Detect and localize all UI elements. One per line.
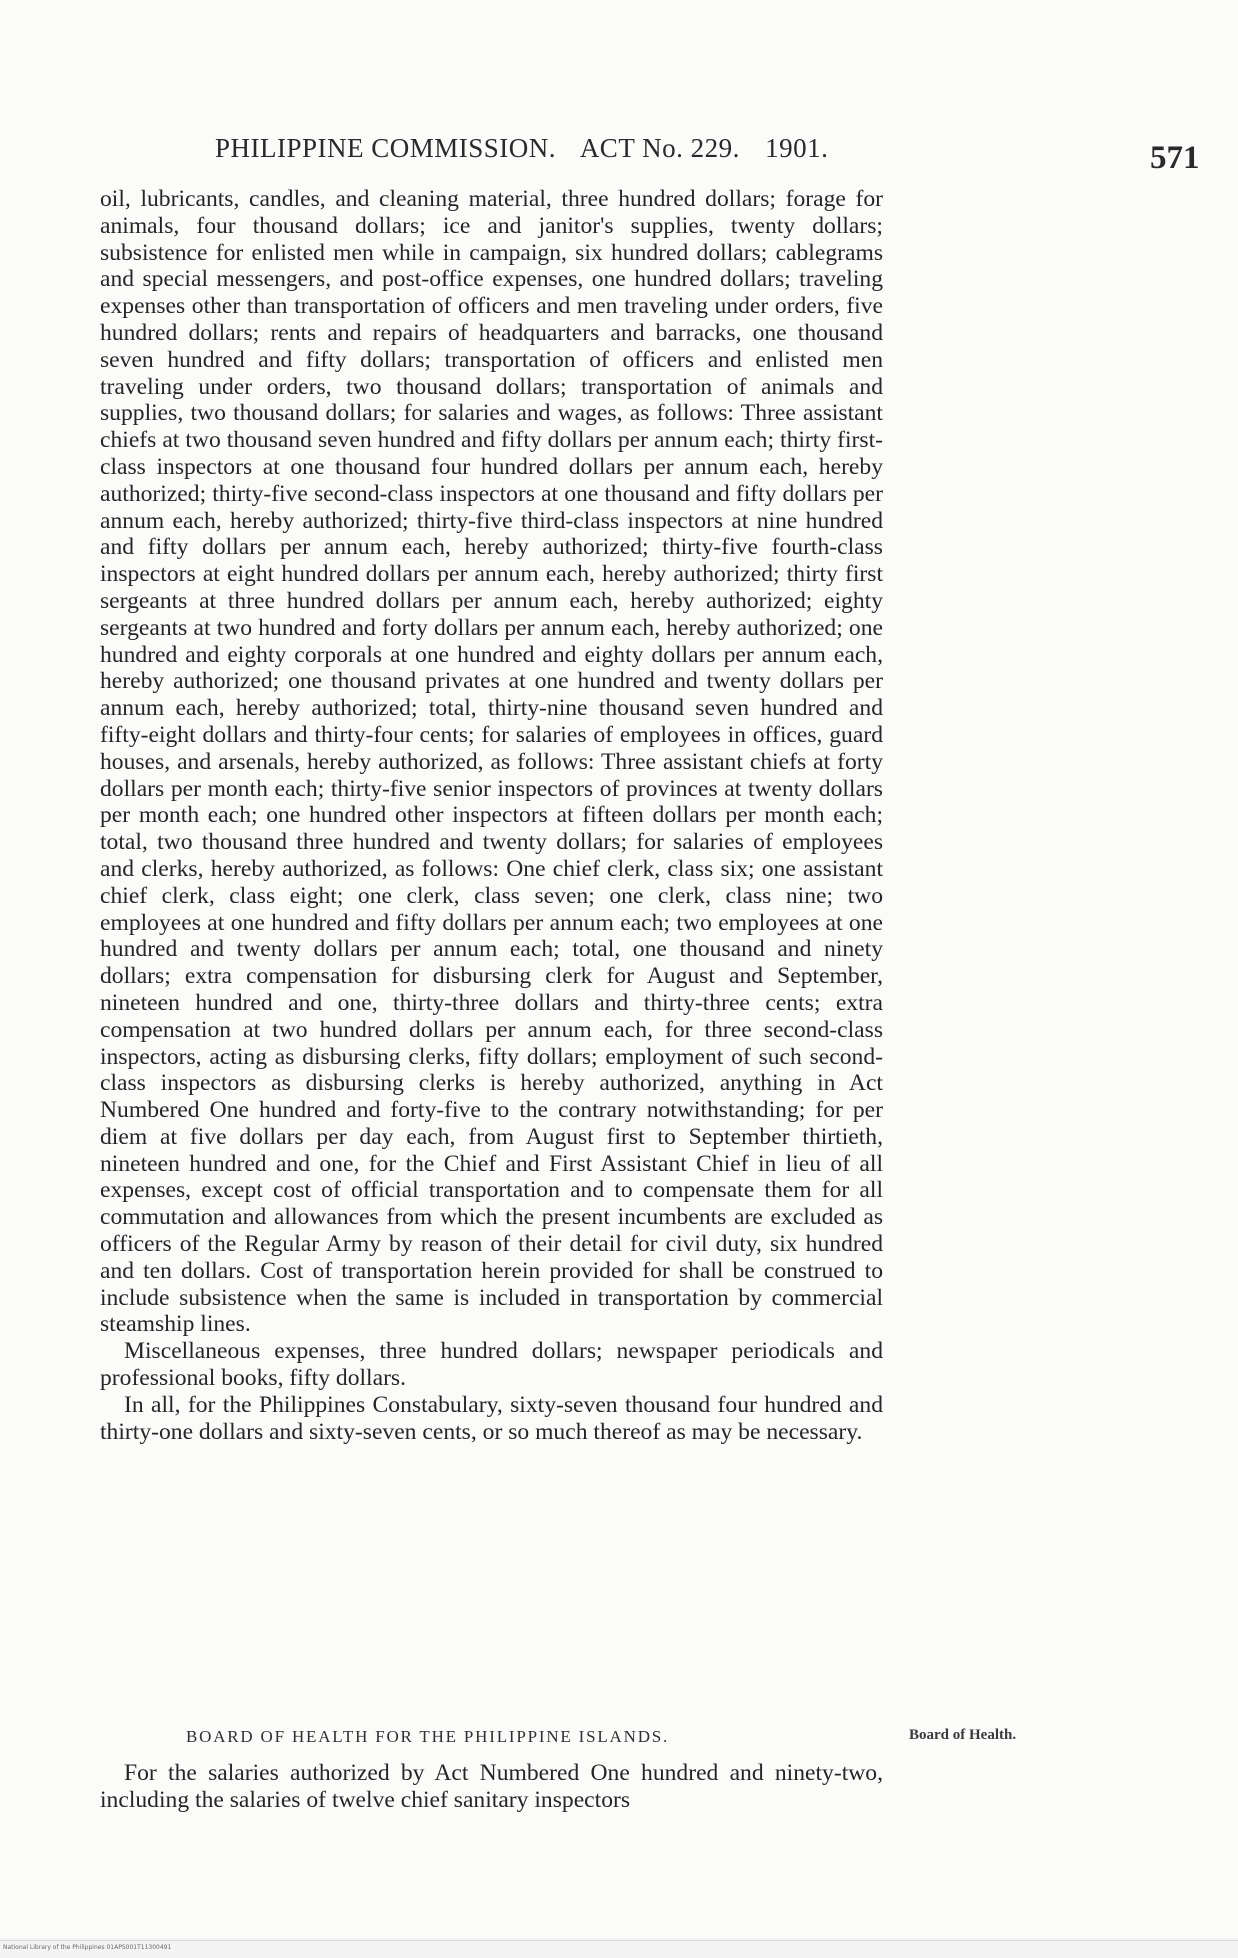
paragraph-appropriations: oil, lubricants, candles, and cleaning material, three hundred dollars; forage for animals, four thousand dollars; ice and janitor's supplies, twenty dollars; subsistence for enlisted men while in campaign, six hundred dollars; cablegrams and special messengers, and post-office expenses, one hundred dollars; traveling expenses other than transportation of officers and men traveling under orders, five hundred dollars; rents and repairs of headquarters and barracks, one thousand seven hundred and fifty dollars; transportation of officers and enlisted men traveling under orders, two thousand dollars; transportation of animals and supplies, two thousand dollars; for salaries and wages, as follows: Three assistant chiefs at two thousand seven hundred and fifty dollars per annum each; thirty first-class inspectors at one thousand four hundred dollars per annum each, hereby authorized; thirty-five second-class inspectors at one thousand and fifty dollars per annum each, hereby authorized; thirty-five third-class inspectors at nine hundred and fifty dollars per annum each, hereby authorized; thirty-five fourth-class inspectors at eight hundred dollars per annum each, hereby authorized; thirty first sergeants at three hundred dollars per annum each, hereby authorized; eighty sergeants at two hundred and forty dollars per annum each, hereby authorized; one hundred and eighty corporals at one hundred and eighty dollars per annum each, hereby authorized; one thousand privates at one hundred and twenty dollars per annum each, hereby authorized; total, thirty-nine thousand seven hundred and fifty-eight dollars and thirty-four cents; for salaries of employees in offices, guard houses, and arsenals, hereby authorized, as follows: Three assistant chiefs at forty dollars per month each; thirty-five senior inspectors of provinces at twenty dollars per month each; one hundred other inspectors at fifteen dollars per month each; total, two thousand three hundred and twenty dollars; for salaries of employees and clerks, hereby authorized, as follows: One chief clerk, class six; one assistant chief clerk, class eight; one clerk, class seven; one clerk, class nine; two employees at one hundred and fifty dollars per annum each; two employees at one hundred and twenty dollars per annum each; total, one thousand and ninety dollars; extra compensation for disbursing clerk for August and September, nineteen hundred and one, thirty-three dollars and thirty-three cents; extra compensation at two hundred dollars per annum each, for three second-class inspectors, acting as disbursing clerks, fifty dollars; employment of such second-class inspectors as disbursing clerks is hereby authorized, anything in Act Numbered One hundred and forty-five to the contrary notwithstanding; for per diem at five dollars per day each, from August first to September thirtieth, nineteen hundred and one, for the Chief and First Assistant Chief in lieu of all expenses, except cost of official transportation and to compensate them for all commutation and allowances from which the present incumbents are excluded as officers of the Regular Army by reason of their detail for civil duty, six hundred and ten dollars. Cost of transportation herein provided for shall be construed to include subsistence when the same is included in transportation by commercial steamship lines. bbox=[100, 186, 883, 1338]
footer-strip bbox=[0, 1938, 1238, 1958]
act-year: 1901. bbox=[765, 133, 829, 163]
publication-title: PHILIPPINE COMMISSION. bbox=[215, 133, 557, 163]
body-text bbox=[100, 186, 883, 1445]
scan-footer: National Library of the Philippines 01APS001T11300491 bbox=[3, 1944, 172, 1951]
paragraph-miscellaneous: Miscellaneous expenses, three hundred dollars; newspaper periodicals and professional books, fifty dollars. bbox=[100, 1338, 883, 1392]
running-head bbox=[215, 133, 846, 164]
section-body bbox=[100, 1760, 883, 1814]
page-number: 571 bbox=[1150, 140, 1200, 176]
paragraph-total: In all, for the Philippines Constabulary, sixty-seven thousand four hundred and thirty-one dollars and sixty-seven cents, or so much thereof as may be necessary. bbox=[100, 1391, 883, 1445]
margin-note: Board of Health. bbox=[909, 1727, 1017, 1743]
paragraph-board-of-health: For the salaries authorized by Act Numbered One hundred and ninety-two, including the salaries of twelve chief sanitary inspectors bbox=[100, 1760, 883, 1813]
act-number: ACT No. 229. bbox=[579, 133, 740, 163]
section-heading: BOARD OF HEALTH FOR THE PHILIPPINE ISLANDS. bbox=[186, 1727, 670, 1746]
footer-divider bbox=[0, 1940, 1238, 1941]
